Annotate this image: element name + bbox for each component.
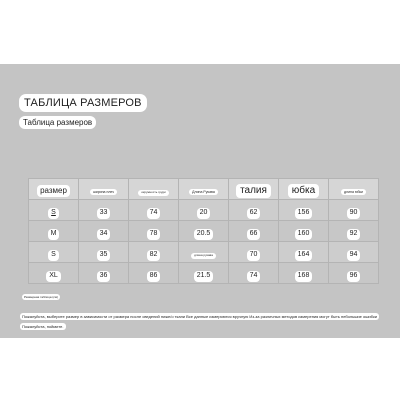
table-cell: 160 xyxy=(279,221,329,242)
table-cell: 66 xyxy=(229,221,279,242)
table-cell: 168 xyxy=(279,263,329,284)
table-cell: 21.5 xyxy=(179,263,229,284)
table-cell: 74 xyxy=(229,263,279,284)
table-cell: 33 xyxy=(79,200,129,221)
table-cell: 74 xyxy=(129,200,179,221)
table-cell: 35 xyxy=(79,242,129,263)
table-cell: 90 xyxy=(329,200,379,221)
table-cell: S xyxy=(29,200,79,221)
table-cell: 36 xyxy=(79,263,129,284)
table-cell: 92 xyxy=(329,221,379,242)
table-footnote: Размерная таблица (см) xyxy=(24,295,58,299)
table-cell: 156 xyxy=(279,200,329,221)
table-row xyxy=(29,263,379,284)
header-skirt-length: длина юбки xyxy=(329,179,379,200)
header-skirt: юбка xyxy=(279,179,329,200)
table-cell: 82 xyxy=(129,242,179,263)
table-row xyxy=(29,242,379,263)
size-table xyxy=(28,178,379,284)
header-sleeve-length: Длина Рукава xyxy=(179,179,229,200)
table-cell: длина рукава xyxy=(179,242,229,263)
measurement-note: Пожалуйста, выберите размер в зависимости от размера после сведений ниже/о ткани Все данные измеряются вручную Из-за различных методов измерения могут быть небольшие ошибки Пожалуйста, поймите. xyxy=(22,314,377,329)
page-subtitle: Таблица размеров xyxy=(19,116,96,129)
table-cell: 62 xyxy=(229,200,279,221)
header-size: размер xyxy=(29,179,79,200)
table-cell: 20 xyxy=(179,200,229,221)
table-cell: 78 xyxy=(129,221,179,242)
header-shoulder-width: ширина плеч xyxy=(79,179,129,200)
table-row xyxy=(29,221,379,242)
table-row xyxy=(29,200,379,221)
table-cell: 96 xyxy=(329,263,379,284)
table-cell: 164 xyxy=(279,242,329,263)
table-cell: M xyxy=(29,221,79,242)
header-waist: талия xyxy=(229,179,279,200)
table-cell: 94 xyxy=(329,242,379,263)
table-cell: 34 xyxy=(79,221,129,242)
header-chest: окружность груди xyxy=(129,179,179,200)
table-header-row xyxy=(29,179,379,200)
page-title: ТАБЛИЦА РАЗМЕРОВ xyxy=(19,94,147,112)
table-cell: XL xyxy=(29,263,79,284)
table-cell: S xyxy=(29,242,79,263)
table-cell: 86 xyxy=(129,263,179,284)
table-cell: 70 xyxy=(229,242,279,263)
table-cell: 20.5 xyxy=(179,221,229,242)
